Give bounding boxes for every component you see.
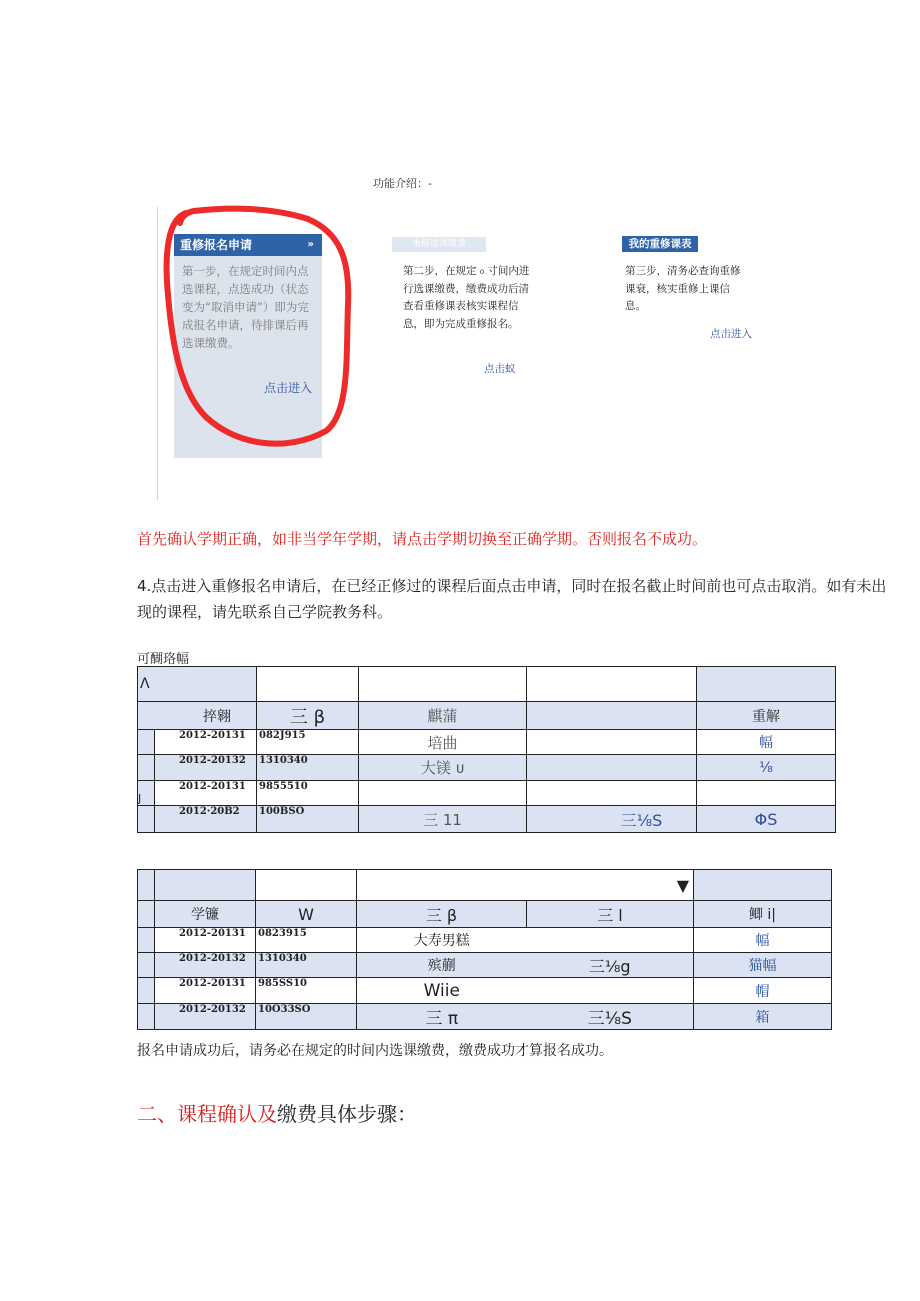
count-cell: [527, 755, 697, 781]
table-row: [138, 978, 832, 1004]
term-cell: 2012-20131: [155, 730, 257, 755]
course-table-after: [137, 869, 832, 1030]
code-cell: 985SS10: [256, 978, 357, 1004]
section-heading: [137, 1098, 417, 1127]
panel-pay-text: 第二步，在规定 ₀ 寸间内进行选课缴费，缴费成功后清查看重修课表核实课程信息，即为完成重修报名。: [403, 265, 530, 330]
col-header-term: 捽翱: [138, 702, 257, 730]
course-table-before: [137, 666, 836, 833]
header-blank: [256, 870, 357, 901]
table-caption: 可醐珞幅: [137, 652, 190, 667]
table-row: [138, 730, 836, 755]
col-header-name: 三 β: [357, 901, 527, 928]
name-cell: 殡蒯: [357, 953, 527, 978]
panel-schedule-text: 第三步，清务必查询重修课衰，核实重修上课信息。: [625, 265, 741, 312]
code-cell: 100BSO: [257, 806, 359, 833]
header-blank: [257, 667, 359, 702]
section-heading-suffix: 缴费具体步骤：: [277, 1102, 417, 1126]
term-cell: 2012-20132: [155, 1004, 256, 1030]
name-cell: 大镁 ᴜ: [359, 755, 527, 781]
table-row: [138, 928, 832, 953]
col-header-code: W: [256, 901, 357, 928]
name-cell: Wiie: [357, 978, 527, 1004]
side-marker: J: [138, 781, 155, 806]
name-cell: 三 π: [357, 1004, 527, 1030]
name-cell: 三 11: [359, 806, 527, 833]
code-cell: 1310340: [256, 953, 357, 978]
row-marker: [138, 953, 155, 978]
corner-mark: Λ: [138, 667, 257, 702]
term-cell: 2012-20131: [155, 978, 256, 1004]
term-cell: 2012·20B2: [155, 806, 257, 833]
row-marker: [138, 978, 155, 1004]
row-marker: [138, 755, 155, 781]
name-cell: 大寿男糕: [357, 928, 527, 953]
apply-link[interactable]: 幅: [697, 730, 836, 755]
intro-label: 功能介绍：-: [373, 177, 432, 190]
col-header-count: [527, 702, 697, 730]
table-row: [138, 1004, 832, 1030]
panel-apply-title: 重修报名申请: [180, 238, 253, 252]
count-cell: [527, 730, 697, 755]
warning-text: 首先确认学期正确，如非当学年学期，请点击学期切换至正确学期。否则报名不成功。: [137, 530, 708, 548]
chevron-down-icon[interactable]: »: [307, 239, 314, 250]
instruction-paragraph: 4.点击进入重修报名申请后，在已经正修过的课程后面点击申请，同时在报名截止时间前也可点击取消。如有未出现的课程，请先联系自己学院教务科。: [137, 577, 887, 621]
apply-link[interactable]: ΦS: [697, 806, 836, 833]
count-cell: [527, 781, 697, 806]
count-cell: [527, 928, 694, 953]
after-note: 报名申请成功后，请务必在规定的时间内选课缴费，缴费成功才算报名成功。: [137, 1043, 613, 1059]
apply-link[interactable]: [697, 781, 836, 806]
col-header-action: 重解: [697, 702, 836, 730]
row-marker: [138, 1004, 155, 1030]
panel-apply-text: 第一步，在规定时间内点选课程，点选成功（状态变为“取消申请”）即为完成报名申请，待排课后再选课缴费。: [182, 264, 309, 350]
dropdown-arrow-icon[interactable]: ▼: [357, 870, 694, 901]
row-marker: [138, 730, 155, 755]
code-cell: 1310340: [257, 755, 359, 781]
col-header-name: 麒蒲: [359, 702, 527, 730]
panel-schedule-header[interactable]: 我的重修课表: [622, 236, 698, 252]
panel-pay-header[interactable]: 重修选课缴费: [392, 237, 486, 252]
table-row: [138, 755, 836, 781]
table-row: [138, 781, 836, 806]
cancel-link[interactable]: 幅: [694, 928, 832, 953]
term-cell: 2012-20131: [155, 928, 256, 953]
term-cell: 2012-20131: [155, 781, 257, 806]
count-cell: 三⅛S: [527, 1004, 694, 1030]
col-header-term: 学镰: [155, 901, 256, 928]
cancel-link[interactable]: 猫幅: [694, 953, 832, 978]
term-cell: 2012-20132: [155, 755, 257, 781]
col-header-count: 三 l: [527, 901, 694, 928]
cancel-link[interactable]: 帽: [694, 978, 832, 1004]
red-circle-annotation: [158, 205, 363, 460]
row-marker: [138, 806, 155, 833]
table-row: [138, 953, 832, 978]
code-cell: 9855510: [257, 781, 359, 806]
count-cell: 三⅛S: [527, 806, 697, 833]
col-header-action: 鲫 i|: [694, 901, 832, 928]
code-cell: 0823915: [256, 928, 357, 953]
header-blank: [694, 870, 832, 901]
count-cell: 三⅛g: [527, 953, 694, 978]
apply-link[interactable]: ⅛: [697, 755, 836, 781]
panel-schedule-enter-link[interactable]: 点击进入: [710, 328, 752, 340]
section-heading-prefix: 二、课程确认及: [137, 1102, 277, 1126]
name-cell: 培曲: [359, 730, 527, 755]
header-blank: [138, 870, 155, 901]
panel-pay-enter-link[interactable]: 点击蚁: [484, 363, 516, 375]
code-cell: 10O33SO: [256, 1004, 357, 1030]
term-cell: 2012-20132: [155, 953, 256, 978]
col-header-code: 三 β: [257, 702, 359, 730]
header-blank: [155, 870, 256, 901]
row-marker: [138, 928, 155, 953]
header-blank: [697, 667, 836, 702]
count-cell: [527, 978, 694, 1004]
table-row: [138, 806, 836, 833]
row-marker: [138, 901, 155, 928]
code-cell: 082J915: [257, 730, 359, 755]
header-blank: [527, 667, 697, 702]
panel-apply-enter-link[interactable]: 点击进入: [263, 381, 312, 395]
name-cell: [359, 781, 527, 806]
header-blank: [359, 667, 527, 702]
cancel-link[interactable]: 箱: [694, 1004, 832, 1030]
